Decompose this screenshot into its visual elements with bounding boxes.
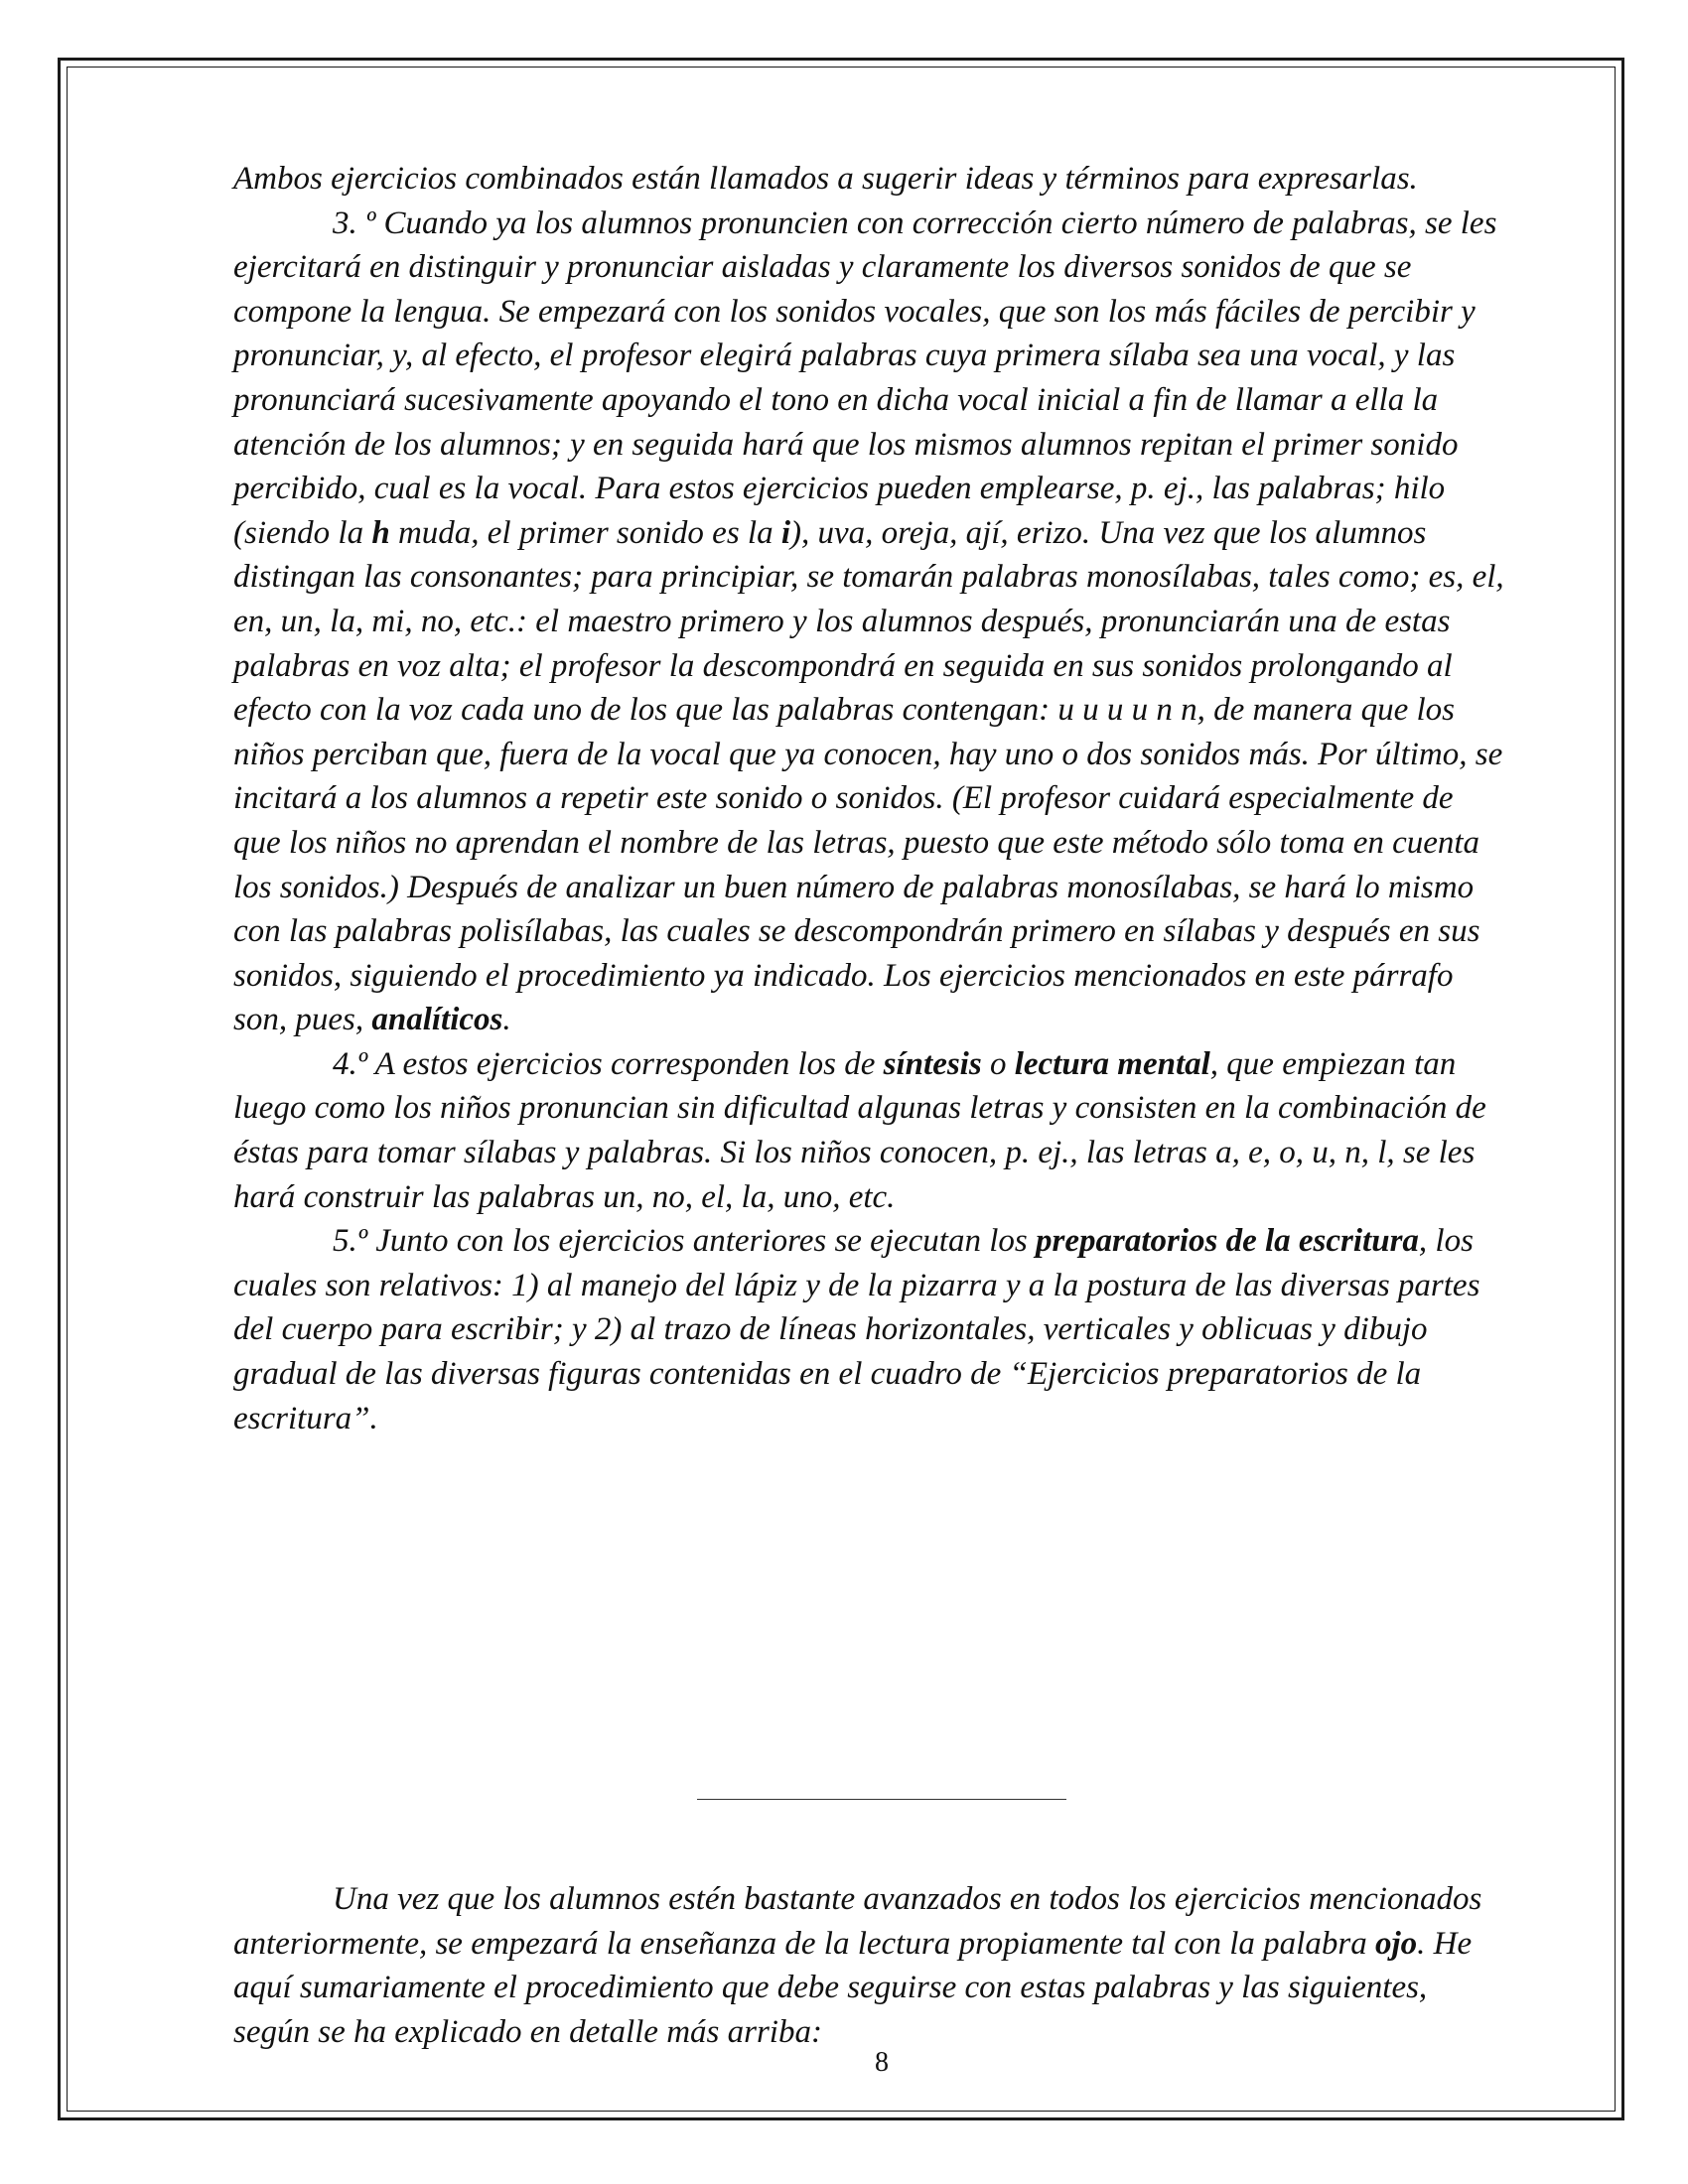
paragraph-4-text-c: , que empiezan tan luego como los niños pronuncian sin dificultad algunas letras y consisten en la combinación de éstas para tomar sílabas y palabras. Si los niños conocen, p. ej., las letras a, e, o, u, n, l, se les hará construir las palabras un, no, el, la, uno, etc.: [233, 1045, 1486, 1215]
intro-paragraph: Ambos ejercicios combinados están llamados a sugerir ideas y términos para expresarlas.: [233, 161, 1418, 197]
paragraph-4-bold-1: síntesis: [883, 1045, 982, 1082]
closing-paragraph: [233, 1877, 1504, 2054]
closing-text-b: . He aquí sumariamente el procedimiento que debe seguirse con estas palabras y las siguientes, según se ha explicado en detalle más arriba:: [233, 1925, 1473, 2050]
paragraph-5-number: 5.º: [333, 1223, 367, 1260]
paragraph-3-bold-i: i: [780, 514, 791, 551]
paragraph-3-text-c: ), uva, oreja, ají, erizo. Una vez que los alumnos distingan las consonantes; para principiar, se tomarán palabras monosílabas, tales como; es, el, en, un, la, mi, no, etc.: el maestro primero y los alumnos después, pronunciarán una de estas palabras en voz alta; el profesor la descompondrá en seguida en sus sonidos prolongando al efecto con la voz cada uno de los que las palabras contengan: u u u u n n, de manera que los niños perciban que, fuera de la vocal que ya conocen, hay uno o dos sonidos más. Por último, se incitará a los alumnos a repetir este sonido o sonidos. (El profesor cuidará especialmente de que los niños no aprendan el nombre de las letras, puesto que este método sólo toma en cuenta los sonidos.) Después de analizar un buen número de palabras monosílabas, se hará lo mismo con las palabras polisílabas, las cuales se descompondrán primero en sílabas y después en sus sonidos, siguiendo el procedimiento ya indicado. Los ejercicios mencionados en este párrafo son, pues,: [233, 514, 1504, 1038]
closing-text-a: Una vez que los alumnos estén bastante avanzados en todos los ejercicios mencionados anteriormente, se empezará la enseñanza de la lectura propiamente tal con la palabra: [233, 1881, 1482, 1962]
paragraph-4-text-b: o: [981, 1045, 1015, 1082]
closing-bold-1: ojo: [1374, 1925, 1418, 1962]
paragraph-3-bold-h: h: [371, 514, 390, 551]
page-number: 8: [875, 2047, 889, 2078]
section-divider: [697, 1799, 1066, 1800]
paragraph-3: [233, 202, 1504, 1042]
paragraph-5-text-a: Junto con los ejercicios anteriores se ejecutan los: [366, 1223, 1036, 1260]
paragraph-3-bold-end: analíticos: [371, 1002, 503, 1038]
paragraph-5-bold-1: preparatorios de la escritura: [1035, 1223, 1419, 1260]
paragraph-3-text-b: muda, el primer sonido es la: [389, 514, 781, 551]
main-text: [233, 157, 1504, 1440]
paragraph-4-number: 4.º: [333, 1045, 367, 1082]
paragraph-5: [233, 1219, 1504, 1440]
paragraph-4: [233, 1042, 1504, 1219]
paragraph-3-number: 3. º: [333, 205, 376, 241]
paragraph-5-text-b: , los cuales son relativos: 1) al manejo del lápiz y de la pizarra y a la postura de las diversas partes del cuerpo para escribir; y 2) al trazo de líneas horizontales, verticales y oblicuas y dibujo gradual de las diversas figuras contenidas en el cuadro de “Ejercicios preparatorios de la escritura”.: [233, 1223, 1480, 1436]
paragraph-4-text-a: A estos ejercicios corresponden los de: [366, 1045, 884, 1082]
paragraph-4-bold-2: lectura mental: [1014, 1045, 1210, 1082]
paragraph-3-text-end: .: [502, 1002, 511, 1038]
paragraph-3-text-a: Cuando ya los alumnos pronuncien con corrección cierto número de palabras, se les ejercitará en distinguir y pronunciar aisladas y claramente los diversos sonidos de que se compone la lengua. Se empezará con los sonidos vocales, que son los más fáciles de percibir y pronunciar, y, al efecto, el profesor elegirá palabras cuya primera sílaba sea una vocal, y las pronunciará sucesivamente apoyando el tono en dicha vocal inicial a fin de llamar a ella la atención de los alumnos; y en seguida hará que los mismos alumnos repitan el primer sonido percibido, cual es la vocal. Para estos ejercicios pueden emplearse, p. ej., las palabras; hilo (siendo la: [233, 205, 1497, 551]
